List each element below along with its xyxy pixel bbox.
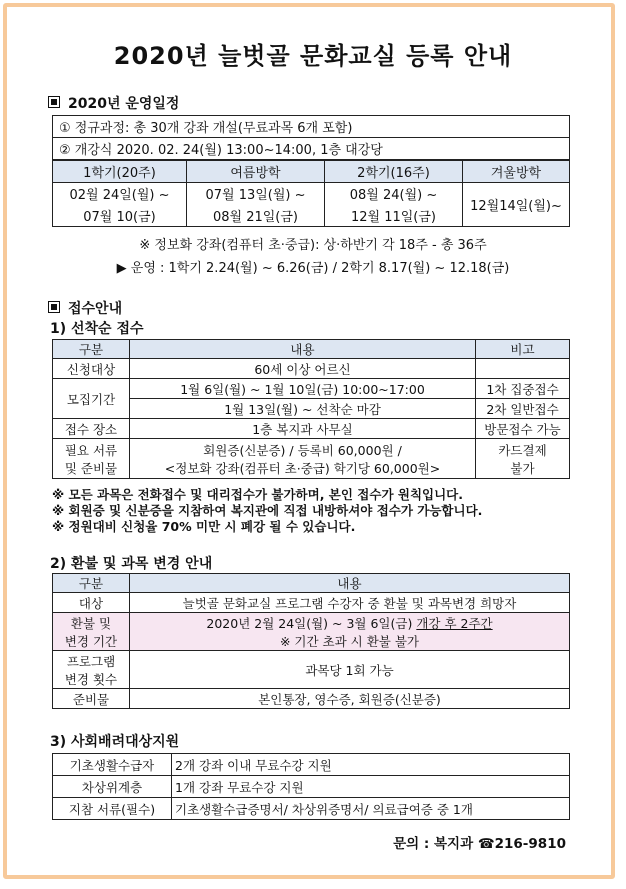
row-content: 1층 복지과 사무실 xyxy=(130,419,476,439)
col-header: 구분 xyxy=(53,340,130,359)
row-note: 방문접수 가능 xyxy=(476,419,570,439)
schedule-table xyxy=(52,160,570,227)
registration-table xyxy=(52,339,570,479)
schedule-header: 1학기(20주) xyxy=(53,161,187,183)
row-label xyxy=(53,613,130,651)
row-label: 대상 xyxy=(53,593,130,613)
schedule-header: 2학기(16주) xyxy=(325,161,463,183)
row-content xyxy=(130,613,570,651)
schedule-cell: 07월 10(금) xyxy=(53,205,187,227)
schedule-cell: 08월 21일(금) xyxy=(187,205,325,227)
row-label-line: 필요 서류 xyxy=(64,442,118,458)
row-content: 1개 강좌 무료수강 지원 xyxy=(172,776,570,798)
row-label xyxy=(53,651,130,689)
refund-period-underline: 개강 후 2주간 xyxy=(416,615,493,631)
row-content: 60세 이상 어르신 xyxy=(130,359,476,379)
square-bullet-icon xyxy=(48,301,60,313)
intro-row-1 xyxy=(53,116,570,138)
registration-note: ※ 모든 과목은 전화접수 및 대리접수가 불가하며, 본인 접수가 원칙입니다. xyxy=(52,487,463,502)
schedule-note-computer: ※ 정보화 강좌(컴퓨터 초·중급): 상·하반기 각 18주 - 총 36주 xyxy=(139,238,487,253)
schedule-cell: 12월 11일(금) xyxy=(325,205,463,227)
row-label: 신청대상 xyxy=(53,359,130,379)
row-label xyxy=(53,439,130,479)
row-note-line: 카드결제 xyxy=(498,442,547,458)
subheading-refund: 2) 환불 및 과목 변경 안내 xyxy=(50,556,213,572)
refund-period-text: 2020년 2월 24일(월) ~ 3월 6일(금) xyxy=(206,615,413,631)
schedule-header: 겨울방학 xyxy=(463,161,570,183)
col-header: 내용 xyxy=(130,574,570,593)
schedule-cell-winter: 12월14일(월)~ xyxy=(463,183,570,227)
row-content-line: <정보화 강좌(컴퓨터 초·중급) 학기당 60,000원> xyxy=(164,460,441,476)
intro-row-2 xyxy=(53,138,570,160)
circled-number: ① xyxy=(59,121,71,136)
row-content: 2개 강좌 이내 무료수강 지원 xyxy=(172,754,570,776)
row-note: 1차 집중접수 xyxy=(476,379,570,399)
schedule-cell: 08월 24(월) ~ xyxy=(325,183,463,205)
page-title: 2020년 늘벗골 문화교실 등록 안내 xyxy=(113,42,513,70)
row-content-line: ※ 기간 초과 시 환불 불가 xyxy=(279,633,420,649)
schedule-cell: 07월 13일(월) ~ xyxy=(187,183,325,205)
row-label-line: 변경 횟수 xyxy=(64,671,118,687)
row-content: 늘벗골 문화교실 프로그램 수강자 중 환불 및 과목변경 희망자 xyxy=(130,593,570,613)
row-note xyxy=(476,439,570,479)
row-content: 기초생활수급증명서/ 차상위증명서/ 의료급여증 중 1개 xyxy=(172,798,570,820)
row-note xyxy=(476,359,570,379)
schedule-header: 여름방학 xyxy=(187,161,325,183)
row-content xyxy=(130,439,476,479)
row-label-line: 및 준비물 xyxy=(64,460,118,476)
col-header: 내용 xyxy=(130,340,476,359)
row-note: 2차 일반접수 xyxy=(476,399,570,419)
col-header: 구분 xyxy=(53,574,130,593)
intro-text: 정규과정: 총 30개 강좌 개설(무료과목 6개 포함) xyxy=(74,121,353,136)
schedule-intro-table xyxy=(52,115,570,160)
square-bullet-icon xyxy=(48,96,60,108)
row-label: 차상위계층 xyxy=(53,776,172,798)
col-header: 비고 xyxy=(476,340,570,359)
row-content-line: 회원증(신분증) / 등록비 60,000원 / xyxy=(203,442,402,458)
schedule-cell: 02월 24일(월) ~ xyxy=(53,183,187,205)
row-content: 과목당 1회 가능 xyxy=(130,651,570,689)
row-note-line: 불가 xyxy=(510,460,535,476)
row-label: 접수 장소 xyxy=(53,419,130,439)
row-label: 준비물 xyxy=(53,689,130,709)
registration-note: ※ 정원대비 신청율 70% 미만 시 폐강 될 수 있습니다. xyxy=(52,519,356,534)
section-heading-text: 접수안내 xyxy=(68,301,123,317)
row-content-line xyxy=(130,614,569,632)
row-label: 기초생활수급자 xyxy=(53,754,172,776)
schedule-note-operation: ▶ 운영 : 1학기 2.24(월) ~ 6.26(금) / 2학기 8.17(월) ~ 12.18(금) xyxy=(116,261,510,276)
section-heading-registration xyxy=(48,298,122,318)
subheading-support: 3) 사회배려대상지원 xyxy=(50,734,180,750)
contact-info: 문의 : 복지과 ☎216-9810 xyxy=(393,836,566,852)
row-label-line: 프로그램 xyxy=(66,653,116,669)
support-table xyxy=(52,753,570,820)
row-label-line: 환불 및 xyxy=(70,615,112,631)
row-content: 1월 13일(월) ~ 선착순 마감 xyxy=(130,399,476,419)
section-heading-schedule xyxy=(48,93,179,113)
row-content: 1월 6일(월) ~ 1월 10일(금) 10:00~17:00 xyxy=(130,379,476,399)
intro-text: 개강식 2020. 02. 24(월) 13:00~14:00, 1층 대강당 xyxy=(74,143,383,158)
registration-note: ※ 회원증 및 신분증을 지참하여 복지관에 직접 내방하셔야 접수가 가능합니다. xyxy=(52,503,483,518)
row-content: 본인통장, 영수증, 회원증(신분증) xyxy=(130,689,570,709)
subheading-first-come: 1) 선착순 접수 xyxy=(50,321,144,337)
section-heading-text: 2020년 운영일정 xyxy=(68,96,180,112)
circled-number: ② xyxy=(59,143,71,158)
row-label: 지참 서류(필수) xyxy=(53,798,172,820)
refund-table xyxy=(52,573,570,709)
row-label-line: 변경 기간 xyxy=(64,633,118,649)
row-label: 모집기간 xyxy=(53,379,130,419)
